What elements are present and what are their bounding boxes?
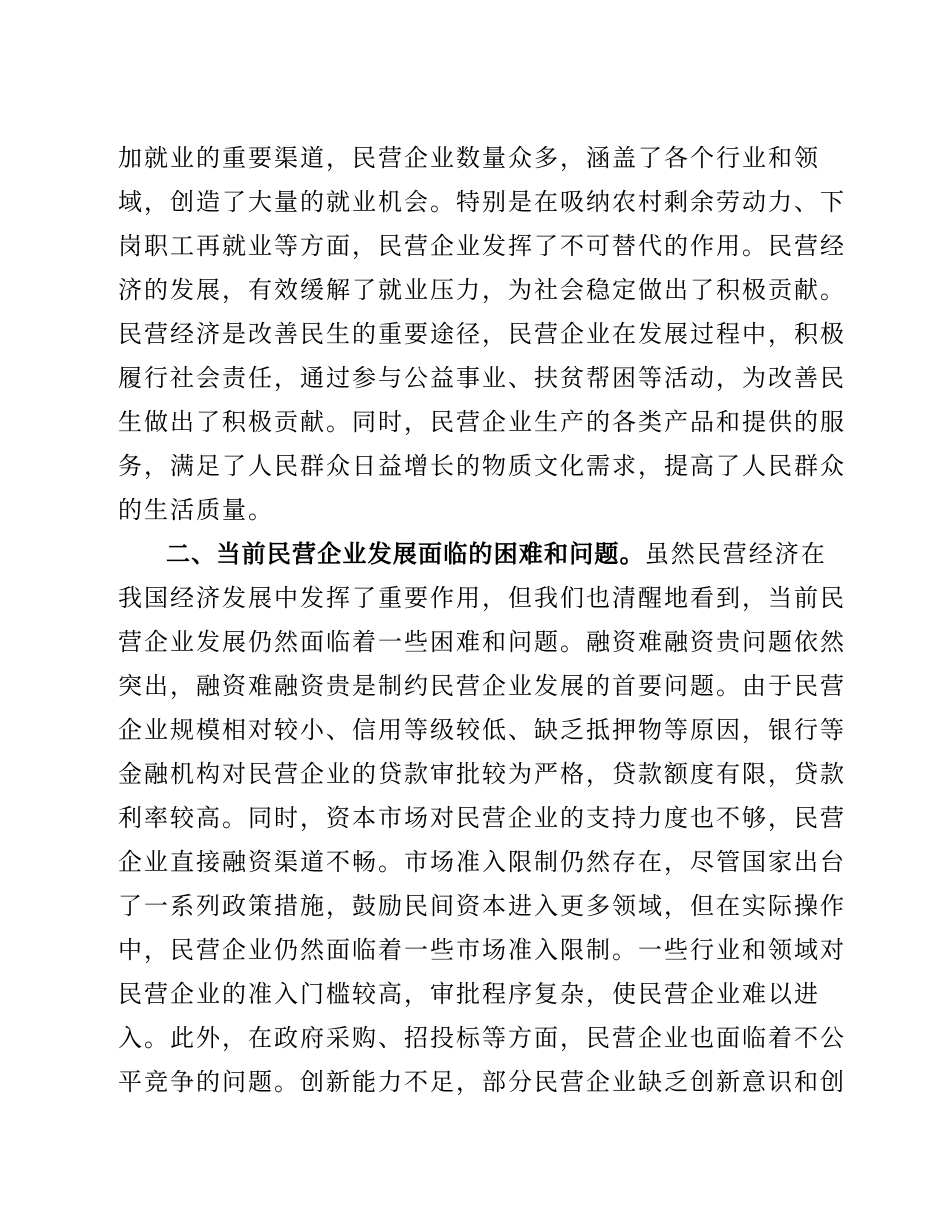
paragraph-line: 平竞争的问题。创新能力不足，部分民营企业缺乏创新意识和创 bbox=[118, 1068, 846, 1096]
paragraph-line: 了一系列政策措施，鼓励民间资本进入更多领域，但在实际操作 bbox=[118, 892, 846, 920]
paragraph-line: 加就业的重要渠道，民营企业数量众多，涵盖了各个行业和领 bbox=[118, 144, 820, 172]
paragraph-line: 营企业发展仍然面临着一些困难和问题。融资难融资贵问题依然 bbox=[118, 628, 846, 656]
paragraph-line: 企业直接融资渠道不畅。市场准入限制仍然存在，尽管国家出台 bbox=[118, 848, 846, 876]
paragraph-line: 我国经济发展中发挥了重要作用，但我们也清醒地看到，当前民 bbox=[118, 584, 846, 612]
paragraph-line: 岗职工再就业等方面，民营企业发挥了不可替代的作用。民营经 bbox=[118, 232, 846, 260]
section-heading: 二、当前民营企业发展面临的困难和问题。 bbox=[166, 540, 645, 568]
paragraph-line: 域，创造了大量的就业机会。特别是在吸纳农村剩余劳动力、下 bbox=[118, 188, 846, 216]
paragraph-line: 金融机构对民营企业的贷款审批较为严格，贷款额度有限，贷款 bbox=[118, 760, 846, 788]
paragraph-line: 入。此外，在政府采购、招投标等方面，民营企业也面临着不公 bbox=[118, 1024, 846, 1052]
paragraph-line: 务，满足了人民群众日益增长的物质文化需求，提高了人民群众 bbox=[118, 452, 846, 480]
paragraph-line: 生做出了积极贡献。同时，民营企业生产的各类产品和提供的服 bbox=[118, 408, 846, 436]
paragraph-line: 中，民营企业仍然面临着一些市场准入限制。一些行业和领域对 bbox=[118, 936, 846, 964]
section-first-line-text: 虽然民营经济在 bbox=[644, 540, 827, 568]
section-first-line bbox=[166, 532, 866, 576]
paragraph-line: 履行社会责任，通过参与公益事业、扶贫帮困等活动，为改善民 bbox=[118, 364, 846, 392]
paragraph-line: 济的发展，有效缓解了就业压力，为社会稳定做出了积极贡献。 bbox=[118, 276, 846, 304]
paragraph-line: 民营企业的准入门槛较高，审批程序复杂，使民营企业难以进 bbox=[118, 980, 820, 1008]
paragraph-line: 的生活质量。 bbox=[118, 496, 274, 524]
paragraph-line: 企业规模相对较小、信用等级较低、缺乏抵押物等原因，银行等 bbox=[118, 716, 846, 744]
paragraph-line: 利率较高。同时，资本市场对民营企业的支持力度也不够，民营 bbox=[118, 804, 846, 832]
paragraph-line: 民营经济是改善民生的重要途径，民营企业在发展过程中，积极 bbox=[118, 320, 846, 348]
paragraph-line: 突出，融资难融资贵是制约民营企业发展的首要问题。由于民营 bbox=[118, 672, 846, 700]
